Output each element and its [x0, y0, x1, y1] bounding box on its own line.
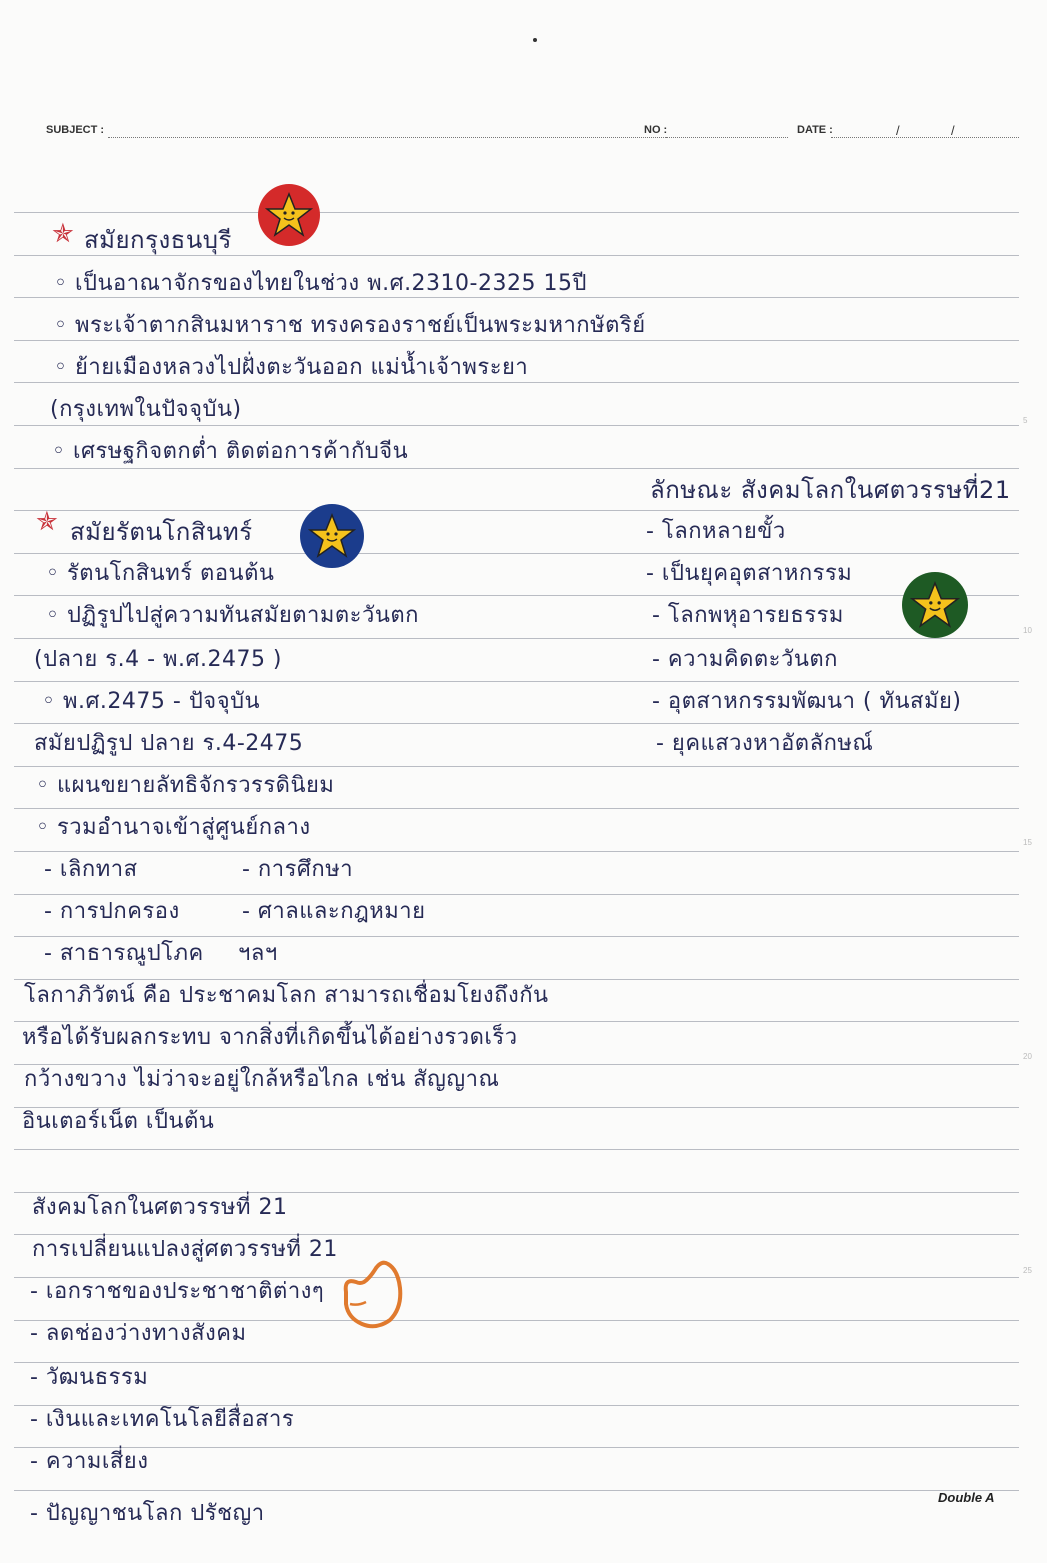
margin-number: 5 [1023, 416, 1028, 425]
list-item: - ปัญญาชนโลก ปรัชญา [30, 1501, 265, 1526]
reform-item: - เลิกทาส [44, 857, 138, 882]
ruled-line [14, 808, 1019, 809]
no-line [666, 137, 788, 138]
ruled-line [14, 255, 1019, 256]
note-line: ◦ เศรษฐกิจตกต่ำ ติดต่อการค้ากับจีน [52, 439, 409, 464]
subject-line [108, 137, 688, 138]
ruled-line [14, 851, 1019, 852]
ruled-line [14, 1447, 1019, 1448]
ruled-line [14, 1490, 1019, 1491]
ruled-line [14, 638, 1019, 639]
right-list-item: - ยุคแสวงหาอัตลักษณ์ [656, 731, 874, 756]
margin-number: 20 [1023, 1052, 1032, 1061]
reform-item: ฯลฯ [238, 941, 278, 966]
section-heading-rattanakosin: สมัยรัตนโกสินทร์ [70, 518, 253, 546]
right-list-item: - เป็นยุคอุตสาหกรรม [646, 561, 853, 586]
paper-brand: Double A [938, 1490, 995, 1505]
thumbs-up-icon [336, 1258, 408, 1332]
ruled-line [14, 766, 1019, 767]
list-item: - เอกราชของประชาชาติต่างๆ [30, 1279, 325, 1304]
date-line [831, 137, 1019, 138]
ruled-line [14, 595, 1019, 596]
note-line: (ปลาย ร.4 - พ.ศ.2475 ) [34, 647, 283, 672]
star-sticker-icon [258, 184, 320, 246]
ruled-line [14, 1192, 1019, 1193]
margin-number: 15 [1023, 838, 1032, 847]
paragraph-line: หรือได้รับผลกระทบ จากสิ่งที่เกิดขึ้นได้อย่างรวดเร็ว [22, 1025, 518, 1050]
note-line: สมัยปฏิรูป ปลาย ร.4-2475 [34, 731, 304, 756]
right-list-item: - อุตสาหกรรมพัฒนา ( ทันสมัย) [652, 689, 962, 714]
list-item: - ลดช่องว่างทางสังคม [30, 1321, 247, 1346]
ruled-line [14, 468, 1019, 469]
ruled-line [14, 510, 1019, 511]
ruled-line [14, 425, 1019, 426]
reform-item: - สาธารณูปโภค [44, 941, 204, 966]
reform-item: - การปกครอง [44, 899, 180, 924]
reform-item: - การศึกษา [242, 857, 354, 882]
ruled-line [14, 1064, 1019, 1065]
star-sticker-icon [300, 504, 364, 568]
margin-number: 10 [1023, 626, 1032, 635]
page-header [46, 124, 1021, 148]
list-item: - วัฒนธรรม [30, 1365, 149, 1390]
paragraph-line: โลกาภิวัตน์ คือ ประชาคมโลก สามารถเชื่อมโยงถึงกัน [24, 983, 549, 1008]
list-item: - ความเสี่ยง [30, 1449, 149, 1474]
list-item: - เงินและเทคโนโลยีสื่อสาร [30, 1407, 295, 1432]
right-list-item: - โลกหลายขั้ว [646, 519, 786, 544]
section-heading-society21: สังคมโลกในศตวรรษที่ 21 [32, 1195, 288, 1220]
ruled-line [14, 1362, 1019, 1363]
paragraph-line: อินเตอร์เน็ต เป็นต้น [22, 1109, 215, 1134]
note-line: ◦ พระเจ้าตากสินมหาราช ทรงครองราชย์เป็นพระมหากษัตริย์ [54, 313, 646, 338]
star-sticker-icon [902, 572, 968, 638]
margin-number: 25 [1023, 1266, 1032, 1275]
ruled-line [14, 1234, 1019, 1235]
note-line: ◦ แผนขยายลัทธิจักรวรรดินิยม [36, 773, 335, 798]
reform-item: - ศาลและกฎหมาย [242, 899, 426, 924]
note-line: ◦ ย้ายเมืองหลวงไปฝั่งตะวันออก แม่น้ำเจ้าพระยา [54, 355, 529, 380]
ruled-line [14, 1021, 1019, 1022]
note-line: (กรุงเทพในปัจจุบัน) [50, 397, 242, 422]
note-line: ◦ ปฏิรูปไปสู่ความทันสมัยตามตะวันตก [46, 603, 419, 628]
note-line: ◦ เป็นอาณาจักรของไทยในช่วง พ.ศ.2310-2325 15ปี [54, 271, 587, 296]
star-mark-icon: ✯ [52, 219, 75, 249]
date-separator: / [951, 123, 955, 138]
ruled-line [14, 340, 1019, 341]
section-subheading: การเปลี่ยนแปลงสู่ศตวรรษที่ 21 [32, 1237, 338, 1262]
note-line: ◦ พ.ศ.2475 - ปัจจุบัน [42, 689, 261, 714]
ruled-line [14, 723, 1019, 724]
ruled-line [14, 212, 1019, 213]
section-heading-thonburi: สมัยกรุงธนบุรี [84, 226, 232, 254]
note-line: ◦ รวมอำนาจเข้าสู่ศูนย์กลาง [36, 815, 311, 840]
right-list-item: - โลกพหุอารยธรรม [652, 603, 844, 628]
ruled-line [14, 1149, 1019, 1150]
hole-dot [533, 38, 537, 42]
ruled-line [14, 553, 1019, 554]
date-separator: / [896, 123, 900, 138]
note-line: ◦ รัตนโกสินทร์ ตอนต้น [46, 561, 275, 586]
star-mark-icon: ✯ [36, 507, 59, 537]
ruled-line [14, 979, 1019, 980]
ruled-line [14, 382, 1019, 383]
no-label: NO : [644, 124, 668, 136]
subject-label: SUBJECT : [46, 124, 105, 136]
date-label: DATE : [797, 124, 833, 136]
ruled-line [14, 936, 1019, 937]
paragraph-line: กว้างขวาง ไม่ว่าจะอยู่ใกล้หรือไกล เช่น สัญญาณ [24, 1067, 500, 1092]
ruled-line [14, 894, 1019, 895]
right-list-item: - ความคิดตะวันตก [652, 647, 838, 672]
ruled-line [14, 681, 1019, 682]
right-column-title: ลักษณะ สังคมโลกในศตวรรษที่21 [650, 476, 1011, 504]
